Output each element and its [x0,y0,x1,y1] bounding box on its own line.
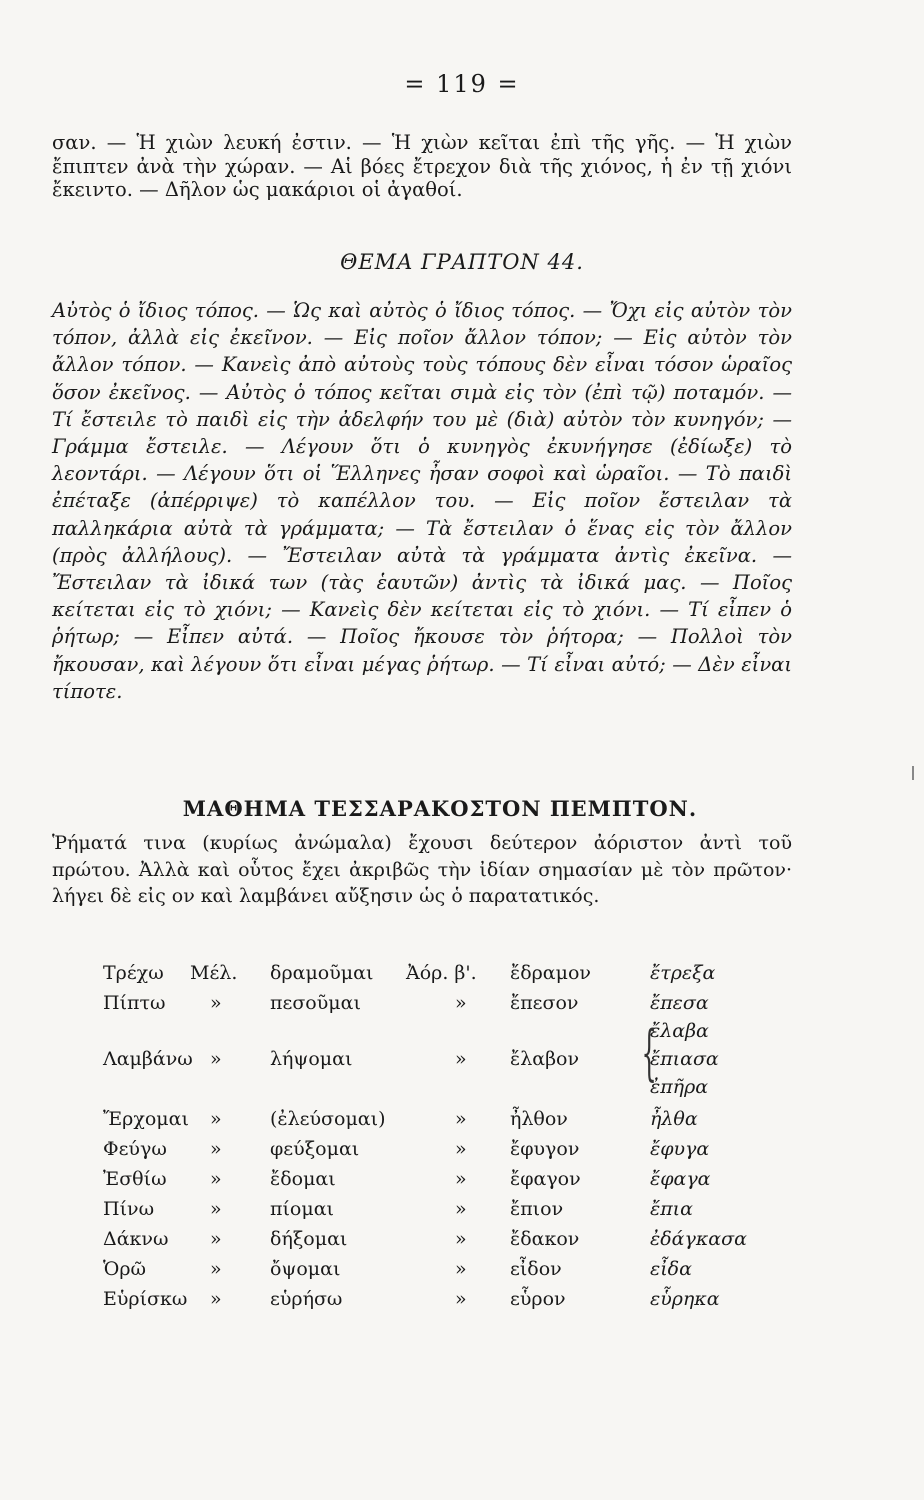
verb-ditto: » [455,1048,467,1070]
verb-future-label: » [210,1198,222,1220]
verb-present: Ἐσθίω [103,1168,167,1190]
verb-future-label: » [210,1288,222,1310]
verb-modern: ἐπῆρα [650,1076,709,1098]
verb-future: φεύξομαι [270,1138,360,1160]
verb-ditto: » [455,1228,467,1250]
verb-present: Φεύγω [103,1138,167,1160]
verb-modern: ἔφυγα [650,1138,710,1160]
verb-future: ἔδομαι [270,1168,336,1190]
verb-future-label: » [210,1138,222,1160]
verb-present: Πίπτω [103,992,166,1014]
verb-present: Τρέχω [103,962,164,984]
verb-present: Δάκνω [103,1228,169,1250]
verb-future: λήψομαι [270,1048,353,1070]
verb-row [0,1048,924,1074]
verb-modern: ἔτρεξα [650,962,716,984]
verb-row [0,1076,924,1102]
verb-row [0,1108,924,1134]
verb-present: Εὑρίσκω [103,1288,188,1310]
verb-aorist: ἦλθον [510,1108,568,1130]
verb-aorist: ἔπεσον [510,992,579,1014]
verb-modern: εἶδα [650,1258,692,1280]
verb-modern: ἔλαβα [650,1020,709,1042]
verb-aorist: εὗρον [510,1288,566,1310]
verb-ditto: » [455,1138,467,1160]
verb-aorist-label: Ἀόρ. β'. [406,962,477,984]
verb-row [0,1168,924,1194]
exercise-title: ΘΕΜΑ ΓΡΑΠΤΟΝ 44. [340,250,584,274]
verb-modern: ἔπιασα [650,1048,719,1070]
verb-future: πεσοῦμαι [270,992,361,1014]
verb-row [0,992,924,1018]
verb-row [0,1288,924,1314]
verb-ditto: » [455,1168,467,1190]
verb-future: πίομαι [270,1198,335,1220]
verb-row [0,1020,924,1046]
brace-mark: { [641,1018,657,1088]
verb-modern: ἔφαγα [650,1168,711,1190]
exercise-paragraph [52,297,792,705]
verb-row [0,1138,924,1164]
verb-row [0,1228,924,1254]
lesson-text: Ῥήματά τινα (κυρίως ἀνώμαλα) ἔχουσι δεύτερον ἀόριστον ἀντὶ τοῦ πρώτου. Ἀλλὰ καὶ οὗτος ἔχει ἀκριβῶς τὴν ἰδίαν σημασίαν μὲ τὸν πρῶτον· λήγει δὲ εἰς ον καὶ λαμβάνει αὔξησιν ὡς ὁ παρατατικός. [52,832,792,907]
verb-ditto: » [455,1108,467,1130]
verb-aorist: ἔφυγον [510,1138,580,1160]
verb-aorist: ἔδακον [510,1228,580,1250]
verb-aorist: ἔφαγον [510,1168,581,1190]
verb-row [0,1258,924,1284]
verb-future: ὄψομαι [270,1258,341,1280]
intro-paragraph [52,131,792,202]
verb-future-label: » [210,992,222,1014]
verb-future: δήξομαι [270,1228,348,1250]
verb-modern: ἔπια [650,1198,693,1220]
verb-ditto: » [455,1198,467,1220]
verb-future-label: Μέλ. [190,962,238,984]
verb-future-label: » [210,1258,222,1280]
verb-row [0,1198,924,1224]
verb-modern: εὗρηκα [650,1288,720,1310]
verb-future: (ἐλεύσομαι) [270,1108,386,1130]
exercise-text: Αὐτὸς ὁ ἴδιος τόπος. — Ὡς καὶ αὐτὸς ὁ ἴδιος τόπος. — Ὄχι εἰς αὐτὸν τὸν τόπον, ἀλλὰ εἰς ἐκεῖνον. — Εἰς ποῖον ἄλλον τόπον; — Εἰς αὐτὸν τὸν ἄλλον τόπον. — Κανεὶς ἀπὸ αὐτοὺς τοὺς τόπους δὲν εἶναι τόσον ὡραῖος ὅσον ἐκεῖνος. — Αὐτὸς ὁ τόπος κεῖται σιμὰ εἰς τὸν (ἐπὶ τῷ) ποταμόν. — Τί ἔστειλε τὸ παιδὶ εἰς τὴν ἀδελφήν του μὲ (διὰ) αὐτὸν τὸν κυνηγόν; — Γράμμα ἔστειλε. — Λέγουν ὅτι ὁ κυνηγὸς ἐκυνήγησε (ἐδίωξε) τὸ λεοντάρι. — Λέγουν ὅτι οἱ Ἕλληνες ἦσαν σοφοὶ καὶ ὡραῖοι. — Τὸ παιδὶ ἐπέταξε (ἀπέρριψε) τὸ καπέλλον του. — Εἰς ποῖον ἔστειλαν τὰ παλληκάρια αὐτὰ τὰ γράμματα; — Τὰ ἔστειλαν ὁ ἕνας εἰς τὸν ἄλλον (πρὸς ἀλλήλους). — Ἔστειλαν αὐτὰ τὰ γράμματα ἀντὶς ἐκεῖνα. — Ἔστειλαν τὰ ἰδικά των (τὰς ἑαυτῶν) ἀντὶς τὰ ἰδικά μας. — Ποῖος κείτεται εἰς τὸ χιόνι; — Κανεὶς δὲν κείτεται εἰς τὸ χιόνι. — Τί εἶπεν ὁ ῥήτωρ; — Εἶπεν αὐτά. — Ποῖος ἤκουσε τὸν ῥήτορα; — Πολλοὶ τὸν ἤκουσαν, καὶ λέγουν ὅτι εἶναι μέγας ῥήτωρ. — Τί εἶναι αὐτό; — Δὲν εἶναι τίποτε. [52,299,792,703]
verb-present: Λαμβάνω [103,1048,193,1070]
verb-modern: ἦλθα [650,1108,698,1130]
verb-future: δραμοῦμαι [270,962,374,984]
verb-modern: ἐδάγκασα [650,1228,747,1250]
verb-future-label: » [210,1108,222,1130]
verb-ditto: » [455,1258,467,1280]
verb-modern: ἔπεσα [650,992,709,1014]
verb-future-label: » [210,1048,222,1070]
verb-present: Ὁρῶ [103,1258,146,1280]
page-number: = 119 = [404,70,520,98]
verb-present: Πίνω [103,1198,155,1220]
margin-mark [912,766,914,780]
verb-aorist: ἔλαβον [510,1048,580,1070]
verb-future: εὑρήσω [270,1288,343,1310]
verb-present: Ἔρχομαι [103,1108,189,1130]
lesson-paragraph [52,830,792,910]
verb-aorist: ἔδραμον [510,962,591,984]
verb-ditto: » [455,1288,467,1310]
lesson-title: ΜΑΘΗΜΑ ΤΕΣΣΑΡΑΚΟΣΤΟΝ ΠΕΜΠΤΟΝ. [182,796,698,821]
verb-row [0,962,924,988]
verb-ditto: » [455,992,467,1014]
verb-future-label: » [210,1168,222,1190]
intro-text: σαν. — Ἡ χιὼν λευκή ἐστιν. — Ἡ χιὼν κεῖται ἐπὶ τῆς γῆς. — Ἡ χιὼν ἔπιπτεν ἀνὰ τὴν χώραν. — Αἱ βόες ἔτρεχον διὰ τῆς χιόνος, ἡ ἐν τῇ χιόνι ἔκειντο. — Δῆλον ὡς μακάριοι οἱ ἀγαθοί. [52,131,792,201]
verb-aorist: εἶδον [510,1258,562,1280]
verb-future-label: » [210,1228,222,1250]
verb-aorist: ἔπιον [510,1198,564,1220]
